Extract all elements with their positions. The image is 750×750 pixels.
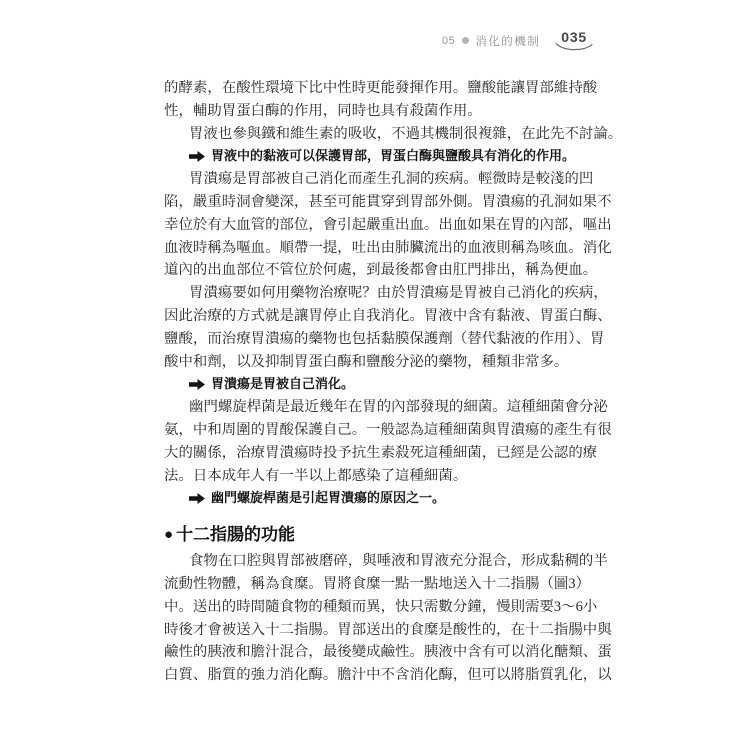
page-number-badge	[556, 29, 592, 52]
note-text: 胃潰瘍是胃被自己消化。	[211, 376, 355, 392]
page-body	[164, 77, 623, 687]
right-arrow-icon-wrap	[189, 379, 205, 390]
right-arrow-icon	[189, 379, 205, 390]
text-line: 血液時稱為嘔血。順帶一提，吐出由肺臟流出的血液則稱為咳血。消化	[164, 239, 612, 256]
text-line: 陷，嚴重時洞會變深，甚至可能貫穿到胃部外側。胃潰瘍的孔洞如果不	[164, 193, 612, 210]
note-text: 胃液中的黏液可以保護胃部，胃蛋白酶與鹽酸具有消化的作用。	[211, 148, 576, 164]
text-line: 胃潰瘍是胃部被自己消化而產生孔洞的疾病。輕微時是較淺的凹	[189, 171, 594, 188]
text-line: 食物在口腔與胃部被磨碎，與唾液和胃液充分混合，形成黏稠的半	[189, 553, 608, 570]
right-arrow-icon	[189, 493, 205, 504]
text-line: 流動性物體，稱為食糜。胃將食糜一點一點地送入十二指腸（圖3）	[164, 575, 591, 592]
text-line: 法。日本成年人有一半以上都感染了這種細菌。	[164, 467, 468, 484]
section-bullet-icon: ●	[164, 526, 174, 544]
paragraph	[164, 550, 612, 687]
text-line: 時後才會被送入十二指腸。胃部送出的食糜是酸性的，在十二指腸中與	[164, 621, 612, 638]
text-line: 酸中和劑，以及抑制胃蛋白酶和鹽酸分泌的藥物，種類非常多。	[164, 353, 569, 370]
right-arrow-icon-wrap	[189, 151, 205, 162]
text-line: 幽門螺旋桿菌是最近幾年在胃的內部發現的細菌。這種細菌會分泌	[189, 399, 608, 416]
key-point-note	[164, 373, 597, 396]
text-line: 的酵素，在酸性環境下比中性時更能發揮作用。鹽酸能讓胃部維持酸	[164, 80, 598, 96]
text-line: 胃液也參與鐵和維生素的吸收，不過其機制很複雜，在此先不討論。	[189, 125, 623, 142]
text-line: 胃潰瘍要如何用藥物治療呢？由於胃潰瘍是胃被自己消化的疾病，	[189, 285, 608, 302]
text-line: 氨，中和周圍的胃酸保護自己。一般認為這種細菌與胃潰瘍的產生有很	[164, 421, 612, 438]
text-line: 性，輔助胃蛋白酶的作用，同時也具有殺菌作用。	[164, 102, 482, 119]
section-heading-text: 十二指腸的功能	[176, 525, 296, 545]
text-line: 因此治療的方式就是讓胃停止自我消化。胃液中含有黏液、胃蛋白酶、	[164, 307, 612, 324]
text-line: 大的關係，治療胃潰瘍時投予抗生素殺死這種細菌，已經是公認的療	[164, 444, 598, 461]
text-line: 幸位於有大血管的部位，會引起嚴重出血。出血如果在胃的內部，嘔出	[164, 216, 612, 233]
page-header	[442, 29, 592, 52]
section-heading	[164, 523, 597, 547]
chapter-title: 消化的機制	[475, 35, 541, 48]
paragraph	[164, 396, 612, 487]
text-line: 道內的出血部位不管位於何處，到最後都會由肛門排出，稱為便血。	[164, 262, 598, 279]
text-line: 鹽酸，而治療胃潰瘍的藥物也包括黏膜保護劑（替代黏液的作用）、胃	[164, 330, 605, 347]
text-line: 白質、脂質的強力消化酶。膽汁中不含消化酶，但可以將脂質乳化，以	[164, 667, 612, 684]
key-point-note	[164, 487, 597, 510]
paragraph	[164, 123, 623, 146]
page-number: 035	[561, 29, 587, 45]
key-point-note	[164, 145, 597, 168]
paragraph	[164, 282, 612, 373]
curved-underline-icon	[555, 42, 593, 52]
text-line: 鹼性的胰液和膽汁混合，最後變成鹼性。胰液中含有可以消化醣類、蛋	[164, 644, 612, 661]
right-arrow-icon-wrap	[189, 493, 205, 504]
circle-bullet-icon	[462, 37, 469, 44]
paragraph	[164, 168, 612, 282]
paragraph	[164, 77, 597, 123]
chapter-number: 05	[441, 34, 456, 47]
text-line: 中。送出的時間隨食物的種類而異，快只需數分鐘，慢則需要3～6小	[164, 598, 598, 615]
note-text: 幽門螺旋桿菌是引起胃潰瘍的原因之一。	[211, 490, 446, 506]
right-arrow-icon	[189, 151, 205, 162]
